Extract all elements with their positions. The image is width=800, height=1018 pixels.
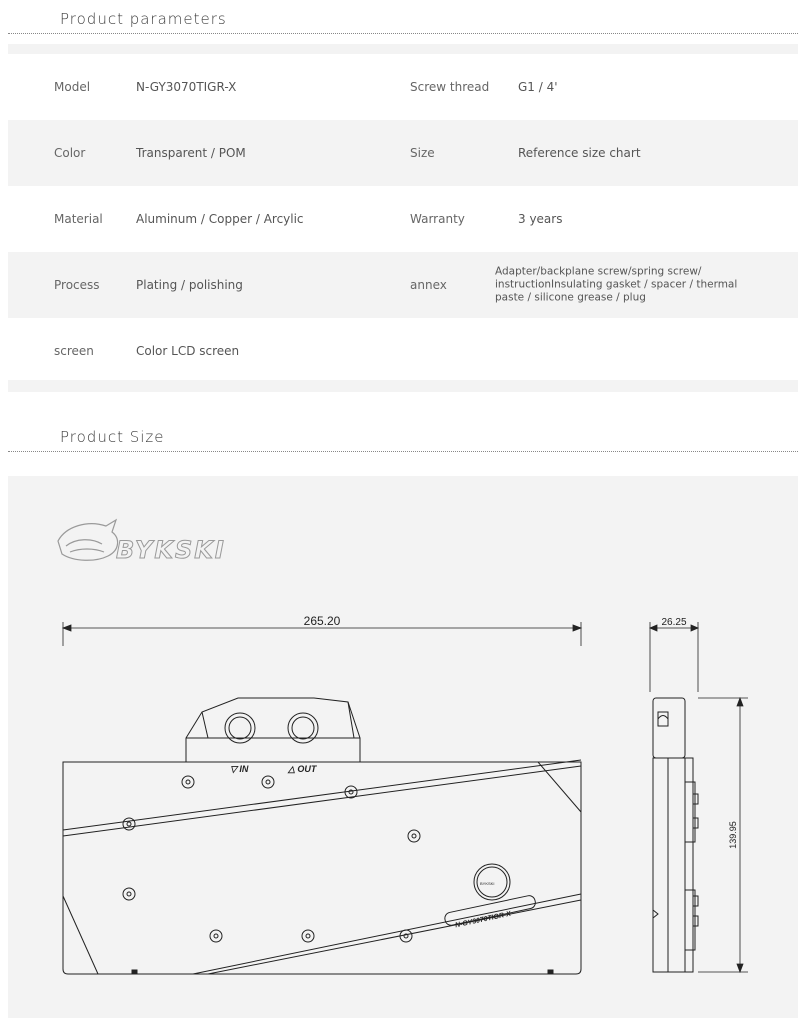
- param-label: Warranty: [410, 212, 465, 226]
- params-divider: [8, 33, 798, 34]
- param-value: Color LCD screen: [136, 344, 240, 358]
- params-row: [8, 380, 798, 392]
- wolf-head-icon: [58, 520, 118, 560]
- brand-logo: [58, 520, 226, 564]
- params-row-process: [8, 252, 798, 318]
- param-label: screen: [54, 344, 94, 358]
- param-label: annex: [410, 278, 447, 292]
- params-row-material: [8, 186, 798, 252]
- thickness-dimension-label: 26.25: [661, 617, 687, 628]
- width-dimension-label: 265.20: [303, 614, 341, 628]
- param-label: Size: [410, 146, 435, 160]
- size-section-title: Product Size: [60, 428, 165, 446]
- params-table: [8, 44, 798, 392]
- param-value: Aluminum / Copper / Arcylic: [136, 212, 304, 226]
- param-value: N-GY3070TIGR-X: [136, 80, 237, 94]
- param-value: Plating / polishing: [136, 278, 243, 292]
- side-view: [653, 698, 698, 972]
- brand-wordmark: BYKSKI: [116, 536, 226, 564]
- size-drawing-panel: [8, 476, 798, 1018]
- param-value: G1 / 4': [518, 80, 558, 94]
- param-label: Model: [54, 80, 91, 94]
- screw-holes: [123, 776, 420, 942]
- params-row-color: [8, 120, 798, 186]
- height-dimension: [698, 698, 748, 972]
- size-divider: [8, 451, 798, 452]
- param-value: 3 years: [518, 212, 563, 226]
- size-drawing: [8, 476, 798, 1018]
- front-view: [63, 698, 581, 974]
- param-label: Screw thread: [410, 80, 490, 94]
- param-value: Transparent / POM: [136, 146, 246, 160]
- params-row-model: [8, 54, 798, 120]
- params-row-screen: [8, 318, 798, 384]
- disc-logo-text: BYKSKI: [480, 881, 495, 886]
- params-row: [8, 44, 798, 54]
- param-label: Color: [54, 146, 86, 160]
- param-label: Material: [54, 212, 103, 226]
- params-section-title: Product parameters: [60, 10, 227, 28]
- param-label: Process: [54, 278, 100, 292]
- param-value-annex: Adapter/backplane screw/spring screw/ instructionInsulating gasket / spacer / thermal paste / silicone grease / plug: [495, 265, 738, 304]
- height-dimension-label: 139.95: [728, 821, 738, 849]
- param-value: Reference size chart: [518, 146, 641, 160]
- inlet-label: ▽ IN: [230, 764, 249, 774]
- model-plate-label: N-GY3070TIGR-X: [454, 910, 512, 930]
- outlet-label: △ OUT: [288, 764, 317, 774]
- thickness-dimension: [650, 622, 698, 692]
